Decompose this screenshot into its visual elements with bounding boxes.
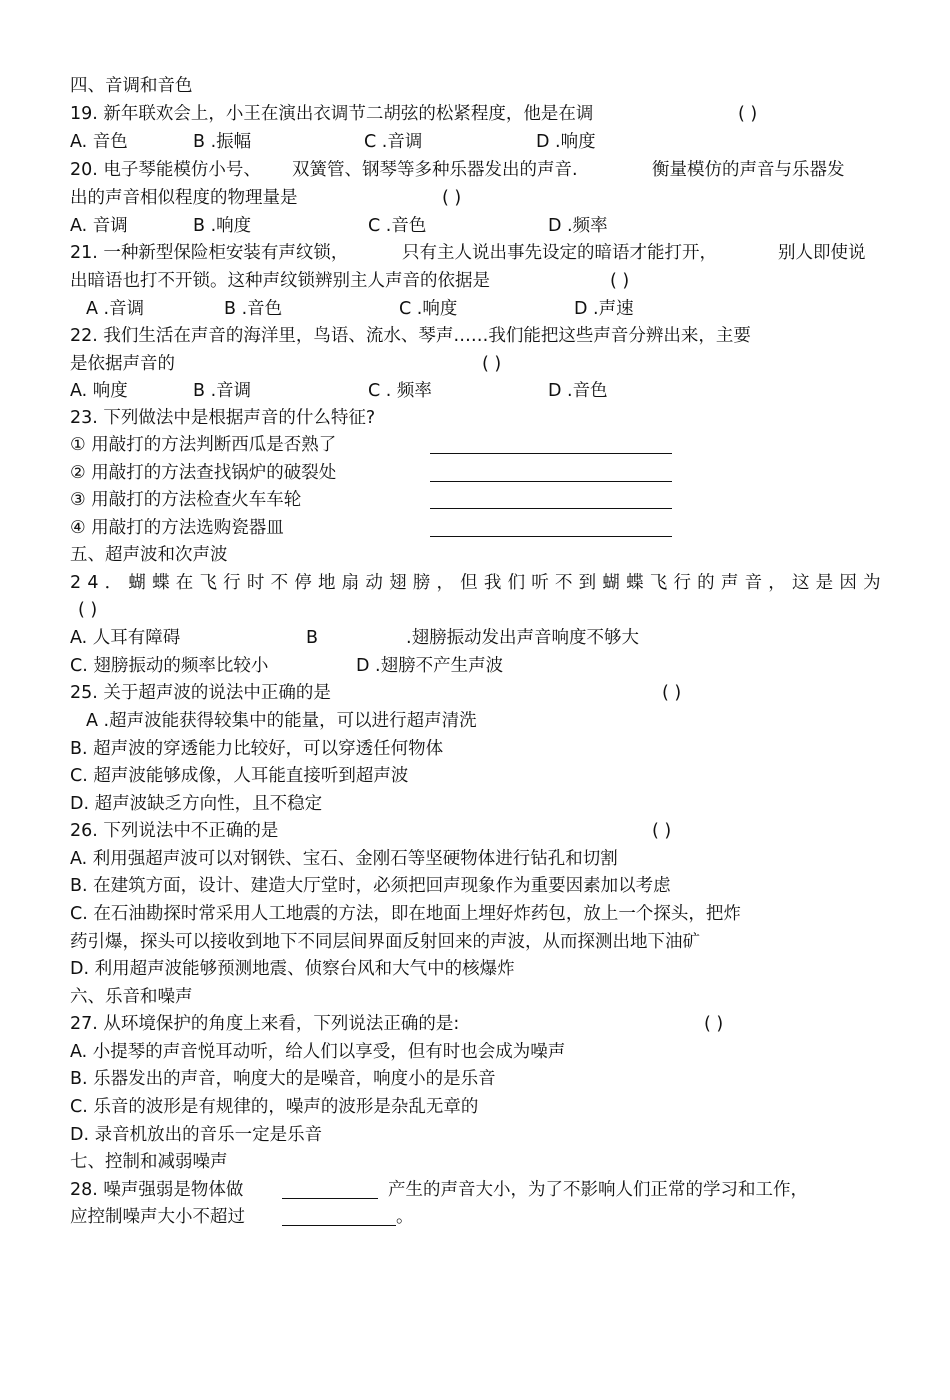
option-b: B .音色 [224, 299, 283, 319]
option-d: D .响度 [536, 132, 596, 152]
option-d: D .频率 [548, 216, 608, 236]
answer-blank[interactable] [430, 508, 672, 509]
option-a: A. 响度 [70, 381, 128, 401]
option-d: D .声速 [574, 299, 634, 319]
option-c: C .音调 [364, 132, 423, 152]
option-c: C .音色 [368, 216, 427, 236]
answer-blank[interactable] [430, 453, 672, 454]
answer-parentheses: ( ) [738, 104, 758, 124]
option-a: A. 音色 [70, 132, 128, 152]
option-b: B .音调 [193, 381, 252, 401]
answer-parentheses: ( ) [78, 600, 98, 620]
option-b: B .振幅 [193, 132, 252, 152]
answer-parentheses: ( ) [442, 188, 462, 208]
option-d: D .音色 [548, 381, 608, 401]
answer-blank[interactable] [282, 1225, 396, 1226]
option-a: A. 人耳有障碍 [70, 628, 181, 648]
option-c: C .响度 [399, 299, 458, 319]
answer-blank[interactable] [430, 481, 672, 482]
answer-parentheses: ( ) [662, 683, 682, 703]
option-b-letter: B [306, 628, 319, 648]
answer-blank[interactable] [282, 1198, 378, 1199]
answer-blank[interactable] [430, 536, 672, 537]
option-c: C. 翅膀振动的频率比较小 [70, 656, 269, 676]
option-a: A. 音调 [70, 216, 128, 236]
answer-parentheses: ( ) [652, 821, 672, 841]
option-b: .翅膀振动发出声音响度不够大 [406, 628, 640, 648]
option-a: A .音调 [86, 299, 145, 319]
option-b: B .响度 [193, 216, 252, 236]
option-c: C . 频率 [368, 381, 432, 401]
option-d: D .翅膀不产生声波 [356, 656, 504, 676]
answer-parentheses: ( ) [482, 354, 502, 374]
answer-parentheses: ( ) [610, 271, 630, 291]
worksheet-page: 四、音调和音色 19. 新年联欢会上，小王在演出衣调节二胡弦的松紧程度，他是在调 ( ) A. 音色 B .振幅 C .音调 D .响度 20. 电子琴能模仿小号、 双簧管、钢琴等多种乐器发出的声音. 衡量模仿的声音与乐器发 出的声音相似程度的物理量是 ( ) A. 音调 B .响度 C .音色 D .频率 21. 一种新型保险柜安装有声纹锁， 只有主人说出事先设定的暗语才能打开， 别人即使说 出暗语也打不开锁。这种声纹锁辨别主人声音的依据是 ( ) A .音调 B .音色 C .响度 D .声速 22. 我们生活在声音的海洋里，鸟语、流水、琴声……我们能把这些声音分辨出来，主要 是依据声音的 ( ) A. 响度 B .音调 C . 频率 D .音色 23. 下列做法中是根据声音的什么特征? ① 用敲打的方法判断西瓜是否熟了 ② 用敲打的方法查找锅炉的破裂处 ③ 用敲打的方法检查火车车轮 ④ 用敲打的方法选购瓷器皿 五、超声波和次声波 24．蝴蝶在飞行时不停地扇动翅膀，但我们听不到蝴蝶飞行的声音，这是因为 ( ) A. 人耳有障碍 B .翅膀振动发出声音响度不够大 C. 翅膀振动的频率比较小 D .翅膀不产生声波 25. 关于超声波的说法中正确的是 ( ) A .超声波能获得较集中的能量，可以进行超声清洗 B. 超声波的穿透能力比较好，可以穿透任何物体 C. 超声波能够成像，人耳能直接听到超声波 D. 超声波缺乏方向性，且不稳定 26. 下列说法中不正确的是 ( ) A. 利用强超声波可以对钢铁、宝石、金刚石等坚硬物体进行钻孔和切割 B. 在建筑方面，设计、建造大厅堂时，必须把回声现象作为重要因素加以考虑 C. 在石油勘探时常采用人工地震的方法，即在地面上埋好炸药包，放上一个探头，把炸 药引爆，探头可以接收到地下不同层间界面反射回来的声波，从而探测出地下油矿 D. 利用超声波能够预测地震、侦察台风和大气中的核爆炸 六、乐音和噪声 27. 从环境保护的角度上来看，下列说法正确的是: ( ) A. 小提琴的声音悦耳动听，给人们以享受，但有时也会成为噪声 B. 乐器发出的声音，响度大的是噪音，响度小的是乐音 C. 乐音的波形是有规律的，噪声的波形是杂乱无章的 D. 录音机放出的音乐一定是乐音 七、控制和减弱噪声 28. 噪声强弱是物体做 产生的声音大小，为了不影响人们正常的学习和工作， 应控制噪声大小不超过 。 [70, 76, 887, 1227]
answer-parentheses: ( ) [704, 1014, 724, 1034]
